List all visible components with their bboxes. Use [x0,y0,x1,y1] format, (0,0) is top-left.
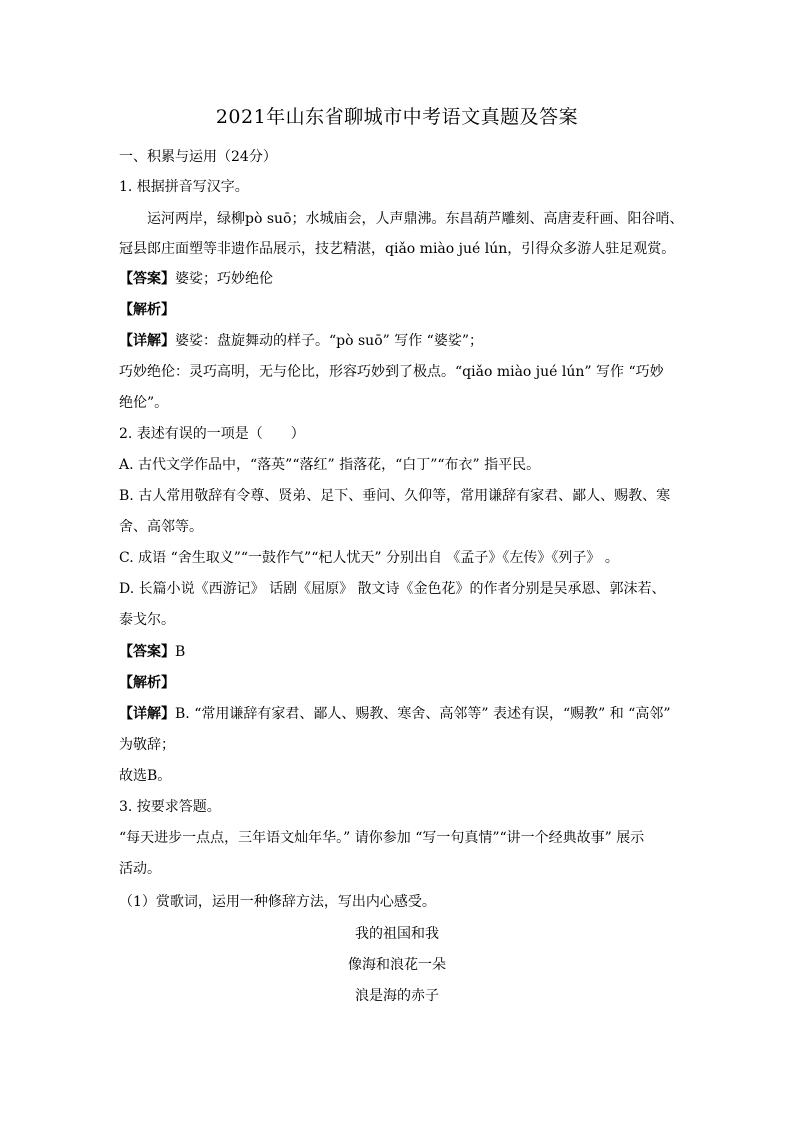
question-3-intro: “每天进步一点点，三年语文灿年华。” 请你参加 “写一句真情”“讲一个经典故事” 展示 [119,830,645,846]
question-3-intro-cont: 活动。 [119,861,161,877]
question-2-option-d: D. 长篇小说《西游记》 话剧《屈原》 散文诗《金色花》的作者分别是吴承恩、郭沫若、 [119,581,666,597]
question-1-paragraph-cont: 冠县郎庄面塑等非遗作品展示，技艺精湛，qiǎo miào jué lún，引得众多游人驻足观赏。 [119,241,676,257]
lyric-line-3: 浪是海的赤子 [355,988,439,1004]
answer-text: B [175,644,186,660]
question-2-option-d-cont: 泰戈尔。 [119,612,175,628]
question-1-paragraph: 运河两岸，绿柳pò suō；水城庙会，人声鼎沸。东昌葫芦雕刻、高唐麦秆画、阳谷哨、 [147,211,684,227]
question-2-detail-line-3: 故选B。 [119,768,172,784]
section-heading: 一、积累与运用（24分） [119,149,277,165]
question-2-detail [119,704,679,724]
question-2-analysis-label: 【解析】 [119,675,175,691]
question-3-subquestion-1: （1）赏歌词，运用一种修辞方法，写出内心感受。 [119,894,436,910]
answer-label: 【答案】 [119,271,175,287]
question-1-answer [119,269,679,289]
question-1-detail [119,331,679,351]
question-1-detail-line-3: 绝伦”。 [119,395,169,411]
question-2-option-b: B. 古人常用敬辞有令尊、贤弟、足下、垂问、久仰等，常用谦辞有家君、鄙人、赐教、寒 [119,488,671,504]
question-1-analysis-label: 【解析】 [119,302,175,318]
detail-text: B. “常用谦辞有家君、鄙人、赐教、寒舍、高邻等” 表述有误，“赐教” 和 “高邻” [175,706,671,722]
question-2-option-b-cont: 舍、高邻等。 [119,519,203,535]
detail-text: 婆娑：盘旋舞动的样子。“pò suō” 写作 “婆娑”； [175,333,483,349]
question-2-option-a: A. 古代文学作品中，“落英”“落红” 指落花，“白丁”“布衣” 指平民。 [119,457,541,473]
question-2-option-c: C. 成语 “舍生取义”“一鼓作气”“杞人忧天” 分别出自 《孟子》《左传》《列子》 。 [119,550,619,566]
lyric-line-1: 我的祖国和我 [355,926,439,942]
lyric-line-2: 像海和浪花一朵 [348,957,446,973]
question-2-answer [119,642,679,662]
question-2-stem: 2. 表述有误的一项是（ ） [119,426,305,442]
question-2-detail-line-2: 为敬辞； [119,737,175,753]
detail-label: 【详解】 [119,333,175,349]
answer-label: 【答案】 [119,644,175,660]
answer-text: 婆娑；巧妙绝伦 [175,271,273,287]
question-1-stem: 1. 根据拼音写汉字。 [119,179,249,195]
document-title: 2021年山东省聊城市中考语文真题及答案 [215,106,579,128]
question-1-detail-line-2: 巧妙绝伦：灵巧高明，无与伦比，形容巧妙到了极点。“qiǎo miào jué lún” 写作 “巧妙 [119,364,664,380]
question-3-stem: 3. 按要求答题。 [119,799,221,815]
detail-label: 【详解】 [119,706,175,722]
